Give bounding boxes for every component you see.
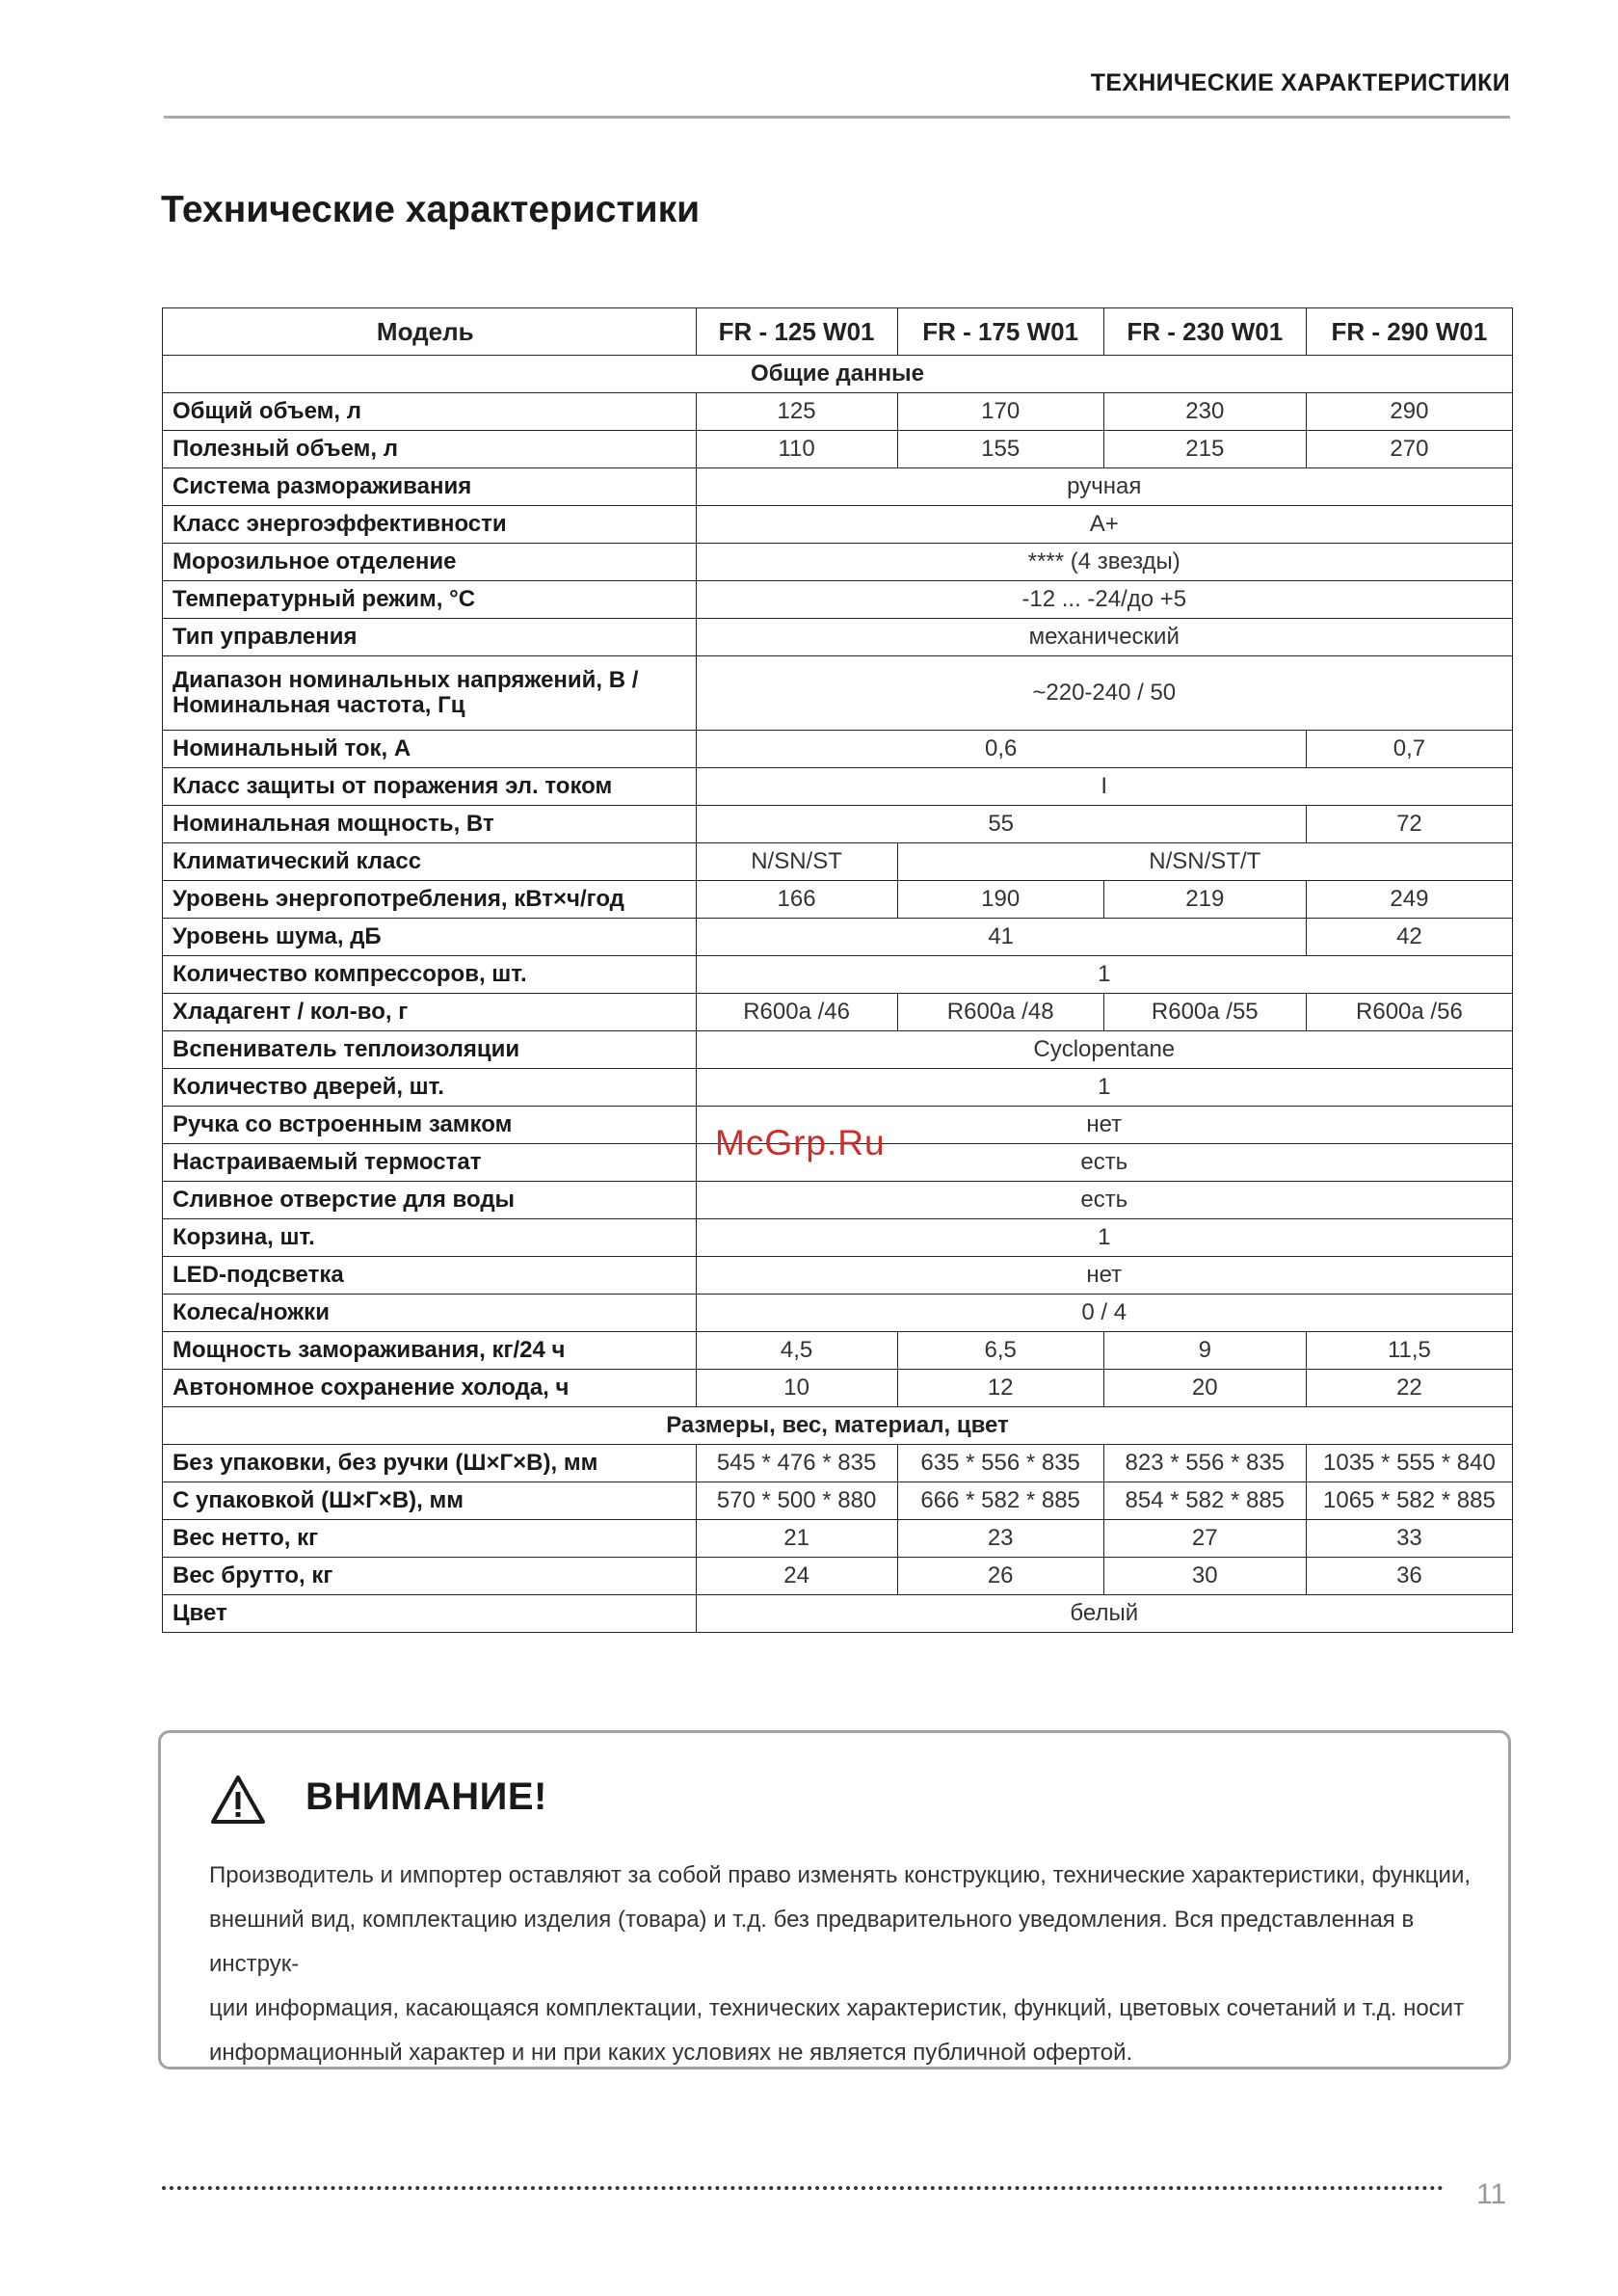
row-label-text: Класс энергоэффективности (172, 511, 507, 537)
row-label (163, 393, 697, 431)
row-label (163, 994, 697, 1031)
row-label (163, 1445, 697, 1482)
table-row (163, 1370, 1513, 1407)
row-label (163, 1257, 697, 1295)
table-row (163, 843, 1513, 881)
model-header: FR - 175 W01 (897, 308, 1103, 356)
value-cell: белый (696, 1595, 1512, 1633)
row-label (163, 1558, 697, 1595)
row-label-text: Морозильное отделение (172, 548, 457, 574)
value-cell: 219 (1103, 881, 1306, 919)
table-row (163, 919, 1513, 956)
value-cell: **** (4 звезды) (696, 544, 1512, 581)
row-label-text: С упаковкой (Ш×Г×В), мм (172, 1487, 464, 1513)
row-label (163, 581, 697, 619)
table-row (163, 431, 1513, 468)
notice-line: Производитель и импортер оставляют за собой право изменять конструкцию, технические характеристики, функции, (209, 1862, 1472, 1888)
row-label (163, 1295, 697, 1332)
model-header: FR - 290 W01 (1306, 308, 1512, 356)
value-cell: 666 * 582 * 885 (897, 1482, 1103, 1520)
value-cell: есть (696, 1182, 1512, 1219)
value-cell: 6,5 (897, 1332, 1103, 1370)
row-label (163, 544, 697, 581)
value-cell: 42 (1306, 919, 1512, 956)
row-label-text: Ручка со встроенным замком (172, 1111, 513, 1137)
row-label (163, 1595, 697, 1633)
value-cell: -12 ... -24/до +5 (696, 581, 1512, 619)
table-row (163, 1332, 1513, 1370)
row-label-text: Класс защиты от поражения эл. током (172, 773, 613, 799)
value-cell: 20 (1103, 1370, 1306, 1407)
table-row (163, 768, 1513, 806)
row-label-text: Хладагент / кол-во, г (172, 999, 409, 1025)
row-label-text: Корзина, шт. (172, 1224, 315, 1250)
value-cell: 41 (696, 919, 1306, 956)
table-row (163, 506, 1513, 544)
value-cell: R600a /48 (897, 994, 1103, 1031)
value-cell: ~220-240 / 50 (696, 656, 1512, 731)
row-label (163, 431, 697, 468)
row-label-text: Номинальная мощность, Вт (172, 811, 494, 837)
row-label-text: Колеса/ножки (172, 1299, 330, 1325)
table-row (163, 1295, 1513, 1332)
value-cell: 190 (897, 881, 1103, 919)
row-label-text: Вес нетто, кг (172, 1525, 319, 1551)
row-label (163, 1069, 697, 1107)
table-row (163, 1182, 1513, 1219)
value-cell: 10 (696, 1370, 897, 1407)
row-label-text: Сливное отверстие для воды (172, 1187, 516, 1213)
table-row (163, 731, 1513, 768)
row-label (163, 1182, 697, 1219)
row-label-text: Уровень шума, дБ (172, 923, 382, 949)
row-label (163, 1031, 697, 1069)
table-row (163, 956, 1513, 994)
row-label-text: Температурный режим, °С (172, 586, 476, 612)
table-row (163, 656, 1513, 731)
row-label-text: Полезный объем, л (172, 436, 398, 462)
value-cell: 635 * 556 * 835 (897, 1445, 1103, 1482)
value-cell: R600a /55 (1103, 994, 1306, 1031)
row-label (163, 656, 697, 731)
table-header-row (163, 308, 1513, 356)
value-cell: 230 (1103, 393, 1306, 431)
value-cell: 290 (1306, 393, 1512, 431)
notice-text (209, 1854, 1472, 2075)
value-cell: 1 (696, 1069, 1512, 1107)
value-cell: 72 (1306, 806, 1512, 843)
table-row (163, 1558, 1513, 1595)
notice-title: ВНИМАНИЕ! (305, 1775, 547, 1818)
watermark: McGrp.Ru (715, 1123, 886, 1162)
value-cell: 4,5 (696, 1332, 897, 1370)
value-cell: 36 (1306, 1558, 1512, 1595)
table-row (163, 1482, 1513, 1520)
row-label (163, 1482, 697, 1520)
table-row (163, 1031, 1513, 1069)
row-label (163, 468, 697, 506)
row-label (163, 768, 697, 806)
value-cell: 166 (696, 881, 897, 919)
table-row (163, 806, 1513, 843)
page-number: 11 (1476, 2178, 1507, 2210)
header-divider (164, 116, 1510, 119)
notice-line: ции информация, касающаяся комплектации, технических характеристик, функций, цветовых сочетаний и т.д. носит (209, 1995, 1465, 2021)
table-row (163, 468, 1513, 506)
row-label (163, 956, 697, 994)
row-label-text: Общий объем, л (172, 398, 361, 424)
row-label-text: Количество компрессоров, шт. (172, 961, 527, 987)
value-cell: 0 / 4 (696, 1295, 1512, 1332)
value-cell: нет (696, 1257, 1512, 1295)
value-cell: механический (696, 619, 1512, 656)
row-label-text: Диапазон номинальных напряжений, В / (172, 667, 639, 693)
table-row (163, 1595, 1513, 1633)
value-cell: 249 (1306, 881, 1512, 919)
table-row (163, 1219, 1513, 1257)
value-cell: 1 (696, 956, 1512, 994)
row-label (163, 731, 697, 768)
table-row (163, 1520, 1513, 1558)
row-label (163, 506, 697, 544)
value-cell: 1065 * 582 * 885 (1306, 1482, 1512, 1520)
model-header: FR - 125 W01 (696, 308, 897, 356)
value-cell: 170 (897, 393, 1103, 431)
value-cell: 545 * 476 * 835 (696, 1445, 897, 1482)
table-row (163, 619, 1513, 656)
table-row (163, 393, 1513, 431)
notice-line: информационный характер и ни при каких условиях не является публичной офертой. (209, 2040, 1133, 2066)
row-label-text: Количество дверей, шт. (172, 1074, 444, 1100)
value-cell: N/SN/ST/T (897, 843, 1512, 881)
value-cell: 22 (1306, 1370, 1512, 1407)
value-cell: 12 (897, 1370, 1103, 1407)
value-cell: 823 * 556 * 835 (1103, 1445, 1306, 1482)
model-column-header: Модель (163, 308, 697, 356)
row-label (163, 881, 697, 919)
row-label (163, 1107, 697, 1144)
row-label-text: Номинальная частота, Гц (172, 692, 465, 718)
value-cell: нет (696, 1107, 1512, 1144)
value-cell: 0,6 (696, 731, 1306, 768)
row-label-text: LED-подсветка (172, 1262, 344, 1288)
row-label-text: Уровень энергопотребления, кВт×ч/год (172, 886, 624, 912)
footer-dotted-rule (162, 2186, 1444, 2190)
table-body (163, 356, 1513, 1633)
row-label (163, 1219, 697, 1257)
page-title: Технические характеристики (161, 189, 701, 230)
value-cell: 26 (897, 1558, 1103, 1595)
value-cell: 1035 * 555 * 840 (1306, 1445, 1512, 1482)
value-cell: 21 (696, 1520, 897, 1558)
row-label (163, 1332, 697, 1370)
table-row (163, 881, 1513, 919)
notice-box (158, 1730, 1511, 2069)
value-cell: 33 (1306, 1520, 1512, 1558)
value-cell: 110 (696, 431, 897, 468)
table-row (163, 994, 1513, 1031)
row-label (163, 806, 697, 843)
value-cell: есть (696, 1144, 1512, 1182)
row-label-text: Мощность замораживания, кг/24 ч (172, 1337, 566, 1363)
section-heading: Общие данные (163, 356, 1513, 393)
section-row (163, 1407, 1513, 1445)
row-label (163, 1144, 697, 1182)
row-label-text: Вес брутто, кг (172, 1562, 333, 1589)
value-cell: 1 (696, 1219, 1512, 1257)
value-cell: 155 (897, 431, 1103, 468)
value-cell: N/SN/ST (696, 843, 897, 881)
row-label-text: Цвет (172, 1600, 227, 1626)
row-label-text: Номинальный ток, А (172, 735, 411, 761)
value-cell: ручная (696, 468, 1512, 506)
value-cell: A+ (696, 506, 1512, 544)
row-label-text: Тип управления (172, 624, 358, 650)
value-cell: R600a /56 (1306, 994, 1512, 1031)
value-cell: 55 (696, 806, 1306, 843)
table-row (163, 544, 1513, 581)
value-cell: 27 (1103, 1520, 1306, 1558)
row-label-text: Вспениватель теплоизоляции (172, 1036, 520, 1062)
warning-triangle-icon (209, 1774, 267, 1826)
row-label (163, 619, 697, 656)
value-cell: R600a /46 (696, 994, 897, 1031)
value-cell: I (696, 768, 1512, 806)
row-label-text: Система размораживания (172, 473, 472, 499)
value-cell: 215 (1103, 431, 1306, 468)
row-label-text: Настраиваемый термостат (172, 1149, 482, 1175)
notice-line: внешний вид, комплектацию изделия (товара) и т.д. без предварительного уведомления. Вся представленная в инструк- (209, 1907, 1415, 1977)
row-label (163, 919, 697, 956)
value-cell: 11,5 (1306, 1332, 1512, 1370)
value-cell: 24 (696, 1558, 897, 1595)
section-heading: Размеры, вес, материал, цвет (163, 1407, 1513, 1445)
header-section-title: ТЕХНИЧЕСКИЕ ХАРАКТЕРИСТИКИ (1090, 69, 1510, 96)
value-cell: 23 (897, 1520, 1103, 1558)
row-label (163, 843, 697, 881)
table-row (163, 1069, 1513, 1107)
table-row (163, 1257, 1513, 1295)
row-label-text: Автономное сохранение холода, ч (172, 1375, 570, 1401)
row-label (163, 1370, 697, 1407)
specifications-table (162, 307, 1513, 1633)
value-cell: Cyclopentane (696, 1031, 1512, 1069)
value-cell: 125 (696, 393, 897, 431)
table-row (163, 581, 1513, 619)
model-header: FR - 230 W01 (1103, 308, 1306, 356)
row-label (163, 1520, 697, 1558)
value-cell: 30 (1103, 1558, 1306, 1595)
value-cell: 270 (1306, 431, 1512, 468)
row-label-text: Без упаковки, без ручки (Ш×Г×В), мм (172, 1450, 598, 1476)
section-row (163, 356, 1513, 393)
table-row (163, 1445, 1513, 1482)
value-cell: 0,7 (1306, 731, 1512, 768)
value-cell: 570 * 500 * 880 (696, 1482, 897, 1520)
value-cell: 9 (1103, 1332, 1306, 1370)
value-cell: 854 * 582 * 885 (1103, 1482, 1306, 1520)
row-label-text: Климатический класс (172, 848, 422, 874)
